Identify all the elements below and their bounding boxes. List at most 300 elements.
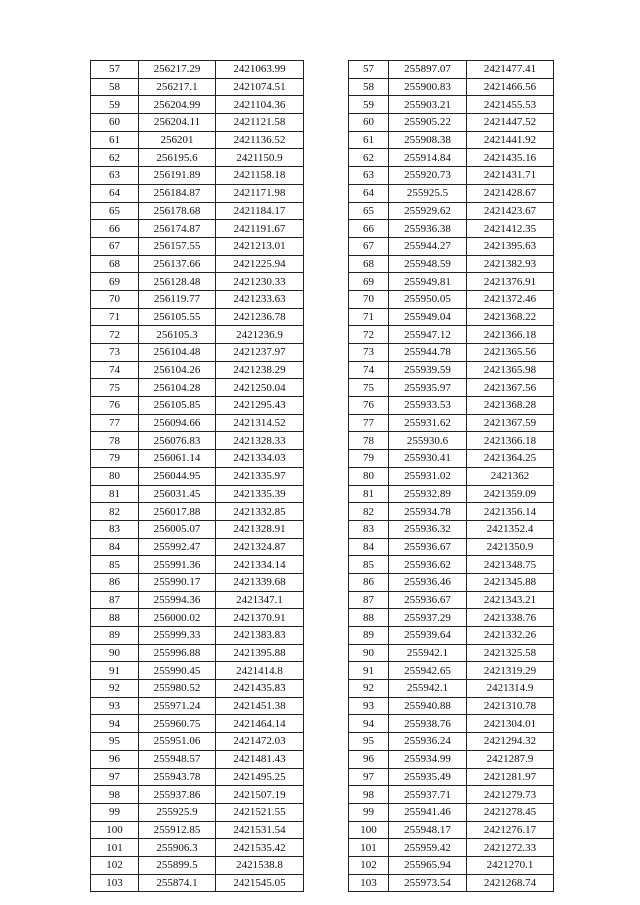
y-coordinate-cell: 2421276.17 (467, 821, 554, 839)
x-coordinate-cell: 256178.68 (139, 202, 216, 220)
point-number-cell: 58 (349, 78, 389, 96)
y-coordinate-cell: 2421423.67 (467, 202, 554, 220)
point-number-cell: 78 (91, 432, 139, 450)
y-coordinate-cell: 2421121.58 (216, 114, 304, 132)
point-number-cell: 77 (91, 414, 139, 432)
point-number-cell: 67 (349, 237, 389, 255)
y-coordinate-cell: 2421237.97 (216, 344, 304, 362)
y-coordinate-cell: 2421136.52 (216, 131, 304, 149)
x-coordinate-cell: 255949.04 (389, 308, 467, 326)
table-row (91, 538, 304, 556)
table-row (91, 591, 304, 609)
table-row (349, 750, 554, 768)
x-coordinate-cell: 255939.59 (389, 361, 467, 379)
table-row (91, 61, 304, 79)
table-row (91, 202, 304, 220)
point-number-cell: 76 (349, 397, 389, 415)
y-coordinate-cell: 2421507.19 (216, 786, 304, 804)
y-coordinate-cell: 2421314.9 (467, 680, 554, 698)
point-number-cell: 59 (349, 96, 389, 114)
y-coordinate-cell: 2421395.88 (216, 644, 304, 662)
y-coordinate-cell: 2421347.1 (216, 591, 304, 609)
point-number-cell: 66 (349, 220, 389, 238)
y-coordinate-cell: 2421414.8 (216, 662, 304, 680)
y-coordinate-cell: 2421477.41 (467, 61, 554, 79)
y-coordinate-cell: 2421335.97 (216, 467, 304, 485)
x-coordinate-cell: 255935.97 (389, 379, 467, 397)
x-coordinate-cell: 256005.07 (139, 520, 216, 538)
point-number-cell: 79 (91, 450, 139, 468)
point-number-cell: 85 (349, 556, 389, 574)
x-coordinate-cell: 255925.9 (139, 803, 216, 821)
table-row (91, 874, 304, 892)
y-coordinate-cell: 2421372.46 (467, 290, 554, 308)
table-row (349, 114, 554, 132)
y-coordinate-cell: 2421074.51 (216, 78, 304, 96)
point-number-cell: 60 (91, 114, 139, 132)
point-number-cell: 76 (91, 397, 139, 415)
y-coordinate-cell: 2421236.9 (216, 326, 304, 344)
x-coordinate-cell: 256204.11 (139, 114, 216, 132)
point-number-cell: 83 (349, 520, 389, 538)
table-row (91, 220, 304, 238)
table-row (91, 644, 304, 662)
point-number-cell: 103 (349, 874, 389, 892)
point-number-cell: 57 (91, 61, 139, 79)
table-row (349, 78, 554, 96)
point-number-cell: 79 (349, 450, 389, 468)
table-row (349, 450, 554, 468)
x-coordinate-cell: 256044.95 (139, 467, 216, 485)
x-coordinate-cell: 256061.14 (139, 450, 216, 468)
table-row (349, 326, 554, 344)
point-number-cell: 100 (349, 821, 389, 839)
table-row (349, 662, 554, 680)
point-number-cell: 69 (91, 273, 139, 291)
y-coordinate-cell: 2421359.09 (467, 485, 554, 503)
y-coordinate-cell: 2421324.87 (216, 538, 304, 556)
x-coordinate-cell: 255951.06 (139, 733, 216, 751)
point-number-cell: 83 (91, 520, 139, 538)
x-coordinate-cell: 256105.3 (139, 326, 216, 344)
point-number-cell: 77 (349, 414, 389, 432)
y-coordinate-cell: 2421278.45 (467, 803, 554, 821)
y-coordinate-cell: 2421376.91 (467, 273, 554, 291)
y-coordinate-cell: 2421332.85 (216, 503, 304, 521)
y-coordinate-cell: 2421270.1 (467, 856, 554, 874)
table-row (91, 361, 304, 379)
point-number-cell: 92 (91, 680, 139, 698)
x-coordinate-cell: 255900.83 (389, 78, 467, 96)
x-coordinate-cell: 255996.88 (139, 644, 216, 662)
x-coordinate-cell: 256104.48 (139, 344, 216, 362)
x-coordinate-cell: 255931.02 (389, 467, 467, 485)
x-coordinate-cell: 255965.94 (389, 856, 467, 874)
x-coordinate-cell: 255991.36 (139, 556, 216, 574)
y-coordinate-cell: 2421225.94 (216, 255, 304, 273)
x-coordinate-cell: 255943.78 (139, 768, 216, 786)
y-coordinate-cell: 2421538.8 (216, 856, 304, 874)
x-coordinate-cell: 256217.1 (139, 78, 216, 96)
x-coordinate-cell: 255936.67 (389, 538, 467, 556)
y-coordinate-cell: 2421328.91 (216, 520, 304, 538)
x-coordinate-cell: 255874.1 (139, 874, 216, 892)
point-number-cell: 61 (91, 131, 139, 149)
table-row (91, 326, 304, 344)
table-row (91, 733, 304, 751)
point-number-cell: 91 (349, 662, 389, 680)
table-row (349, 273, 554, 291)
point-number-cell: 87 (91, 591, 139, 609)
point-number-cell: 100 (91, 821, 139, 839)
x-coordinate-cell: 255903.21 (389, 96, 467, 114)
table-row (91, 96, 304, 114)
table-row (349, 220, 554, 238)
y-coordinate-cell: 2421352.4 (467, 520, 554, 538)
table-row (91, 467, 304, 485)
x-coordinate-cell: 256195.6 (139, 149, 216, 167)
x-coordinate-cell: 255944.27 (389, 237, 467, 255)
x-coordinate-cell: 255948.17 (389, 821, 467, 839)
y-coordinate-cell: 2421230.33 (216, 273, 304, 291)
point-number-cell: 103 (91, 874, 139, 892)
table-row (349, 803, 554, 821)
point-number-cell: 88 (91, 609, 139, 627)
point-number-cell: 97 (91, 768, 139, 786)
point-number-cell: 91 (91, 662, 139, 680)
x-coordinate-cell: 255899.5 (139, 856, 216, 874)
x-coordinate-cell: 255999.33 (139, 627, 216, 645)
table-row (349, 538, 554, 556)
y-coordinate-cell: 2421191.67 (216, 220, 304, 238)
point-number-cell: 84 (349, 538, 389, 556)
point-number-cell: 71 (91, 308, 139, 326)
y-coordinate-cell: 2421368.28 (467, 397, 554, 415)
y-coordinate-cell: 2421063.99 (216, 61, 304, 79)
y-coordinate-cell: 2421382.93 (467, 255, 554, 273)
table-row (349, 733, 554, 751)
x-coordinate-cell: 255932.89 (389, 485, 467, 503)
y-coordinate-cell: 2421366.18 (467, 326, 554, 344)
y-coordinate-cell: 2421281.97 (467, 768, 554, 786)
y-coordinate-cell: 2421348.75 (467, 556, 554, 574)
table-row (91, 715, 304, 733)
y-coordinate-cell: 2421310.78 (467, 697, 554, 715)
x-coordinate-cell: 255992.47 (139, 538, 216, 556)
table-row (91, 662, 304, 680)
point-number-cell: 86 (91, 573, 139, 591)
table-row (349, 715, 554, 733)
x-coordinate-cell: 255939.64 (389, 627, 467, 645)
x-coordinate-cell: 255920.73 (389, 167, 467, 185)
y-coordinate-cell: 2421435.16 (467, 149, 554, 167)
table-row (349, 591, 554, 609)
y-coordinate-cell: 2421435.83 (216, 680, 304, 698)
table-row (349, 149, 554, 167)
x-coordinate-cell: 255942.1 (389, 680, 467, 698)
table-row (91, 432, 304, 450)
x-coordinate-cell: 255931.62 (389, 414, 467, 432)
point-number-cell: 87 (349, 591, 389, 609)
table-row (91, 680, 304, 698)
point-number-cell: 98 (349, 786, 389, 804)
y-coordinate-cell: 2421367.59 (467, 414, 554, 432)
point-number-cell: 62 (91, 149, 139, 167)
y-coordinate-cell: 2421104.36 (216, 96, 304, 114)
x-coordinate-cell: 255929.62 (389, 202, 467, 220)
table-row (349, 237, 554, 255)
point-number-cell: 75 (349, 379, 389, 397)
x-coordinate-cell: 255960.75 (139, 715, 216, 733)
point-number-cell: 99 (349, 803, 389, 821)
x-coordinate-cell: 255897.07 (389, 61, 467, 79)
x-coordinate-cell: 255914.84 (389, 149, 467, 167)
table-row (349, 821, 554, 839)
x-coordinate-cell: 255936.32 (389, 520, 467, 538)
x-coordinate-cell: 255905.22 (389, 114, 467, 132)
point-number-cell: 90 (91, 644, 139, 662)
point-number-cell: 67 (91, 237, 139, 255)
point-number-cell: 93 (349, 697, 389, 715)
table-row (349, 644, 554, 662)
point-number-cell: 71 (349, 308, 389, 326)
y-coordinate-cell: 2421531.54 (216, 821, 304, 839)
coordinate-table-right (348, 60, 554, 892)
x-coordinate-cell: 255936.24 (389, 733, 467, 751)
y-coordinate-cell: 2421447.52 (467, 114, 554, 132)
x-coordinate-cell: 256104.28 (139, 379, 216, 397)
x-coordinate-cell: 255941.46 (389, 803, 467, 821)
point-number-cell: 74 (91, 361, 139, 379)
x-coordinate-cell: 256119.77 (139, 290, 216, 308)
point-number-cell: 80 (91, 467, 139, 485)
point-number-cell: 70 (91, 290, 139, 308)
point-number-cell: 81 (91, 485, 139, 503)
point-number-cell: 78 (349, 432, 389, 450)
coordinate-table-left (90, 60, 304, 892)
table-row (91, 184, 304, 202)
point-number-cell: 68 (91, 255, 139, 273)
point-number-cell: 59 (91, 96, 139, 114)
point-number-cell: 73 (91, 344, 139, 362)
point-number-cell: 85 (91, 556, 139, 574)
y-coordinate-cell: 2421339.68 (216, 573, 304, 591)
table-row (349, 167, 554, 185)
y-coordinate-cell: 2421272.33 (467, 839, 554, 857)
x-coordinate-cell: 255948.59 (389, 255, 467, 273)
table-row (91, 308, 304, 326)
y-coordinate-cell: 2421431.71 (467, 167, 554, 185)
y-coordinate-cell: 2421325.58 (467, 644, 554, 662)
table-row (349, 556, 554, 574)
point-number-cell: 92 (349, 680, 389, 698)
point-number-cell: 89 (349, 627, 389, 645)
table-row (91, 131, 304, 149)
x-coordinate-cell: 255912.85 (139, 821, 216, 839)
point-number-cell: 97 (349, 768, 389, 786)
table-row (349, 61, 554, 79)
point-number-cell: 58 (91, 78, 139, 96)
x-coordinate-cell: 255936.67 (389, 591, 467, 609)
x-coordinate-cell: 255906.3 (139, 839, 216, 857)
table-row (91, 768, 304, 786)
x-coordinate-cell: 256184.87 (139, 184, 216, 202)
table-row (91, 627, 304, 645)
point-number-cell: 72 (91, 326, 139, 344)
point-number-cell: 89 (91, 627, 139, 645)
point-number-cell: 73 (349, 344, 389, 362)
point-number-cell: 61 (349, 131, 389, 149)
table-row (349, 361, 554, 379)
y-coordinate-cell: 2421395.63 (467, 237, 554, 255)
table-row (91, 821, 304, 839)
x-coordinate-cell: 256076.83 (139, 432, 216, 450)
y-coordinate-cell: 2421441.92 (467, 131, 554, 149)
x-coordinate-cell: 256137.66 (139, 255, 216, 273)
table-row (349, 503, 554, 521)
y-coordinate-cell: 2421367.56 (467, 379, 554, 397)
y-coordinate-cell: 2421233.63 (216, 290, 304, 308)
point-number-cell: 101 (91, 839, 139, 857)
y-coordinate-cell: 2421238.29 (216, 361, 304, 379)
table-row (349, 697, 554, 715)
x-coordinate-cell: 256017.88 (139, 503, 216, 521)
table-row (91, 344, 304, 362)
point-number-cell: 101 (349, 839, 389, 857)
table-row (91, 503, 304, 521)
point-number-cell: 64 (91, 184, 139, 202)
x-coordinate-cell: 255940.88 (389, 697, 467, 715)
x-coordinate-cell: 255934.78 (389, 503, 467, 521)
table-row (349, 414, 554, 432)
table-row (349, 573, 554, 591)
point-number-cell: 72 (349, 326, 389, 344)
table-row (349, 344, 554, 362)
table-row (349, 255, 554, 273)
table-row (91, 556, 304, 574)
x-coordinate-cell: 255936.46 (389, 573, 467, 591)
y-coordinate-cell: 2421343.21 (467, 591, 554, 609)
point-number-cell: 65 (91, 202, 139, 220)
table-row (349, 485, 554, 503)
x-coordinate-cell: 256031.45 (139, 485, 216, 503)
x-coordinate-cell: 255937.86 (139, 786, 216, 804)
y-coordinate-cell: 2421366.18 (467, 432, 554, 450)
x-coordinate-cell: 255947.12 (389, 326, 467, 344)
y-coordinate-cell: 2421314.52 (216, 414, 304, 432)
x-coordinate-cell: 255949.81 (389, 273, 467, 291)
table-row (91, 414, 304, 432)
table-row (349, 308, 554, 326)
point-number-cell: 95 (91, 733, 139, 751)
point-number-cell: 102 (91, 856, 139, 874)
x-coordinate-cell: 256191.89 (139, 167, 216, 185)
x-coordinate-cell: 255925.5 (389, 184, 467, 202)
y-coordinate-cell: 2421345.88 (467, 573, 554, 591)
point-number-cell: 63 (91, 167, 139, 185)
y-coordinate-cell: 2421466.56 (467, 78, 554, 96)
x-coordinate-cell: 255938.76 (389, 715, 467, 733)
point-number-cell: 88 (349, 609, 389, 627)
x-coordinate-cell: 255936.38 (389, 220, 467, 238)
table-row (349, 839, 554, 857)
table-row (91, 450, 304, 468)
point-number-cell: 75 (91, 379, 139, 397)
point-number-cell: 82 (91, 503, 139, 521)
x-coordinate-cell: 255935.49 (389, 768, 467, 786)
y-coordinate-cell: 2421451.38 (216, 697, 304, 715)
point-number-cell: 86 (349, 573, 389, 591)
point-number-cell: 74 (349, 361, 389, 379)
x-coordinate-cell: 255950.05 (389, 290, 467, 308)
table-row (349, 397, 554, 415)
point-number-cell: 68 (349, 255, 389, 273)
y-coordinate-cell: 2421268.74 (467, 874, 554, 892)
y-coordinate-cell: 2421236.78 (216, 308, 304, 326)
y-coordinate-cell: 2421304.01 (467, 715, 554, 733)
table-row (91, 237, 304, 255)
x-coordinate-cell: 255937.29 (389, 609, 467, 627)
table-row (91, 379, 304, 397)
y-coordinate-cell: 2421171.98 (216, 184, 304, 202)
x-coordinate-cell: 255936.62 (389, 556, 467, 574)
y-coordinate-cell: 2421383.83 (216, 627, 304, 645)
x-coordinate-cell: 255908.38 (389, 131, 467, 149)
x-coordinate-cell: 256201 (139, 131, 216, 149)
y-coordinate-cell: 2421412.35 (467, 220, 554, 238)
point-number-cell: 57 (349, 61, 389, 79)
table-row (349, 96, 554, 114)
x-coordinate-cell: 255937.71 (389, 786, 467, 804)
point-number-cell: 65 (349, 202, 389, 220)
x-coordinate-cell: 255930.41 (389, 450, 467, 468)
y-coordinate-cell: 2421535.42 (216, 839, 304, 857)
x-coordinate-cell: 255971.24 (139, 697, 216, 715)
table-row (349, 786, 554, 804)
table-row (91, 273, 304, 291)
point-number-cell: 66 (91, 220, 139, 238)
x-coordinate-cell: 255942.1 (389, 644, 467, 662)
y-coordinate-cell: 2421521.55 (216, 803, 304, 821)
x-coordinate-cell: 255990.17 (139, 573, 216, 591)
x-coordinate-cell: 256104.26 (139, 361, 216, 379)
x-coordinate-cell: 256105.85 (139, 397, 216, 415)
table-row (349, 202, 554, 220)
table-row (91, 485, 304, 503)
point-number-cell: 80 (349, 467, 389, 485)
y-coordinate-cell: 2421294.32 (467, 733, 554, 751)
point-number-cell: 94 (349, 715, 389, 733)
table-row (349, 680, 554, 698)
table-row (91, 803, 304, 821)
point-number-cell: 94 (91, 715, 139, 733)
x-coordinate-cell: 255930.6 (389, 432, 467, 450)
table-row (91, 573, 304, 591)
x-coordinate-cell: 255942.65 (389, 662, 467, 680)
y-coordinate-cell: 2421364.25 (467, 450, 554, 468)
x-coordinate-cell: 256174.87 (139, 220, 216, 238)
y-coordinate-cell: 2421150.9 (216, 149, 304, 167)
y-coordinate-cell: 2421356.14 (467, 503, 554, 521)
table-row (349, 609, 554, 627)
point-number-cell: 102 (349, 856, 389, 874)
point-number-cell: 81 (349, 485, 389, 503)
table-row (91, 750, 304, 768)
table-row (91, 397, 304, 415)
table-row (349, 768, 554, 786)
y-coordinate-cell: 2421279.73 (467, 786, 554, 804)
y-coordinate-cell: 2421319.29 (467, 662, 554, 680)
